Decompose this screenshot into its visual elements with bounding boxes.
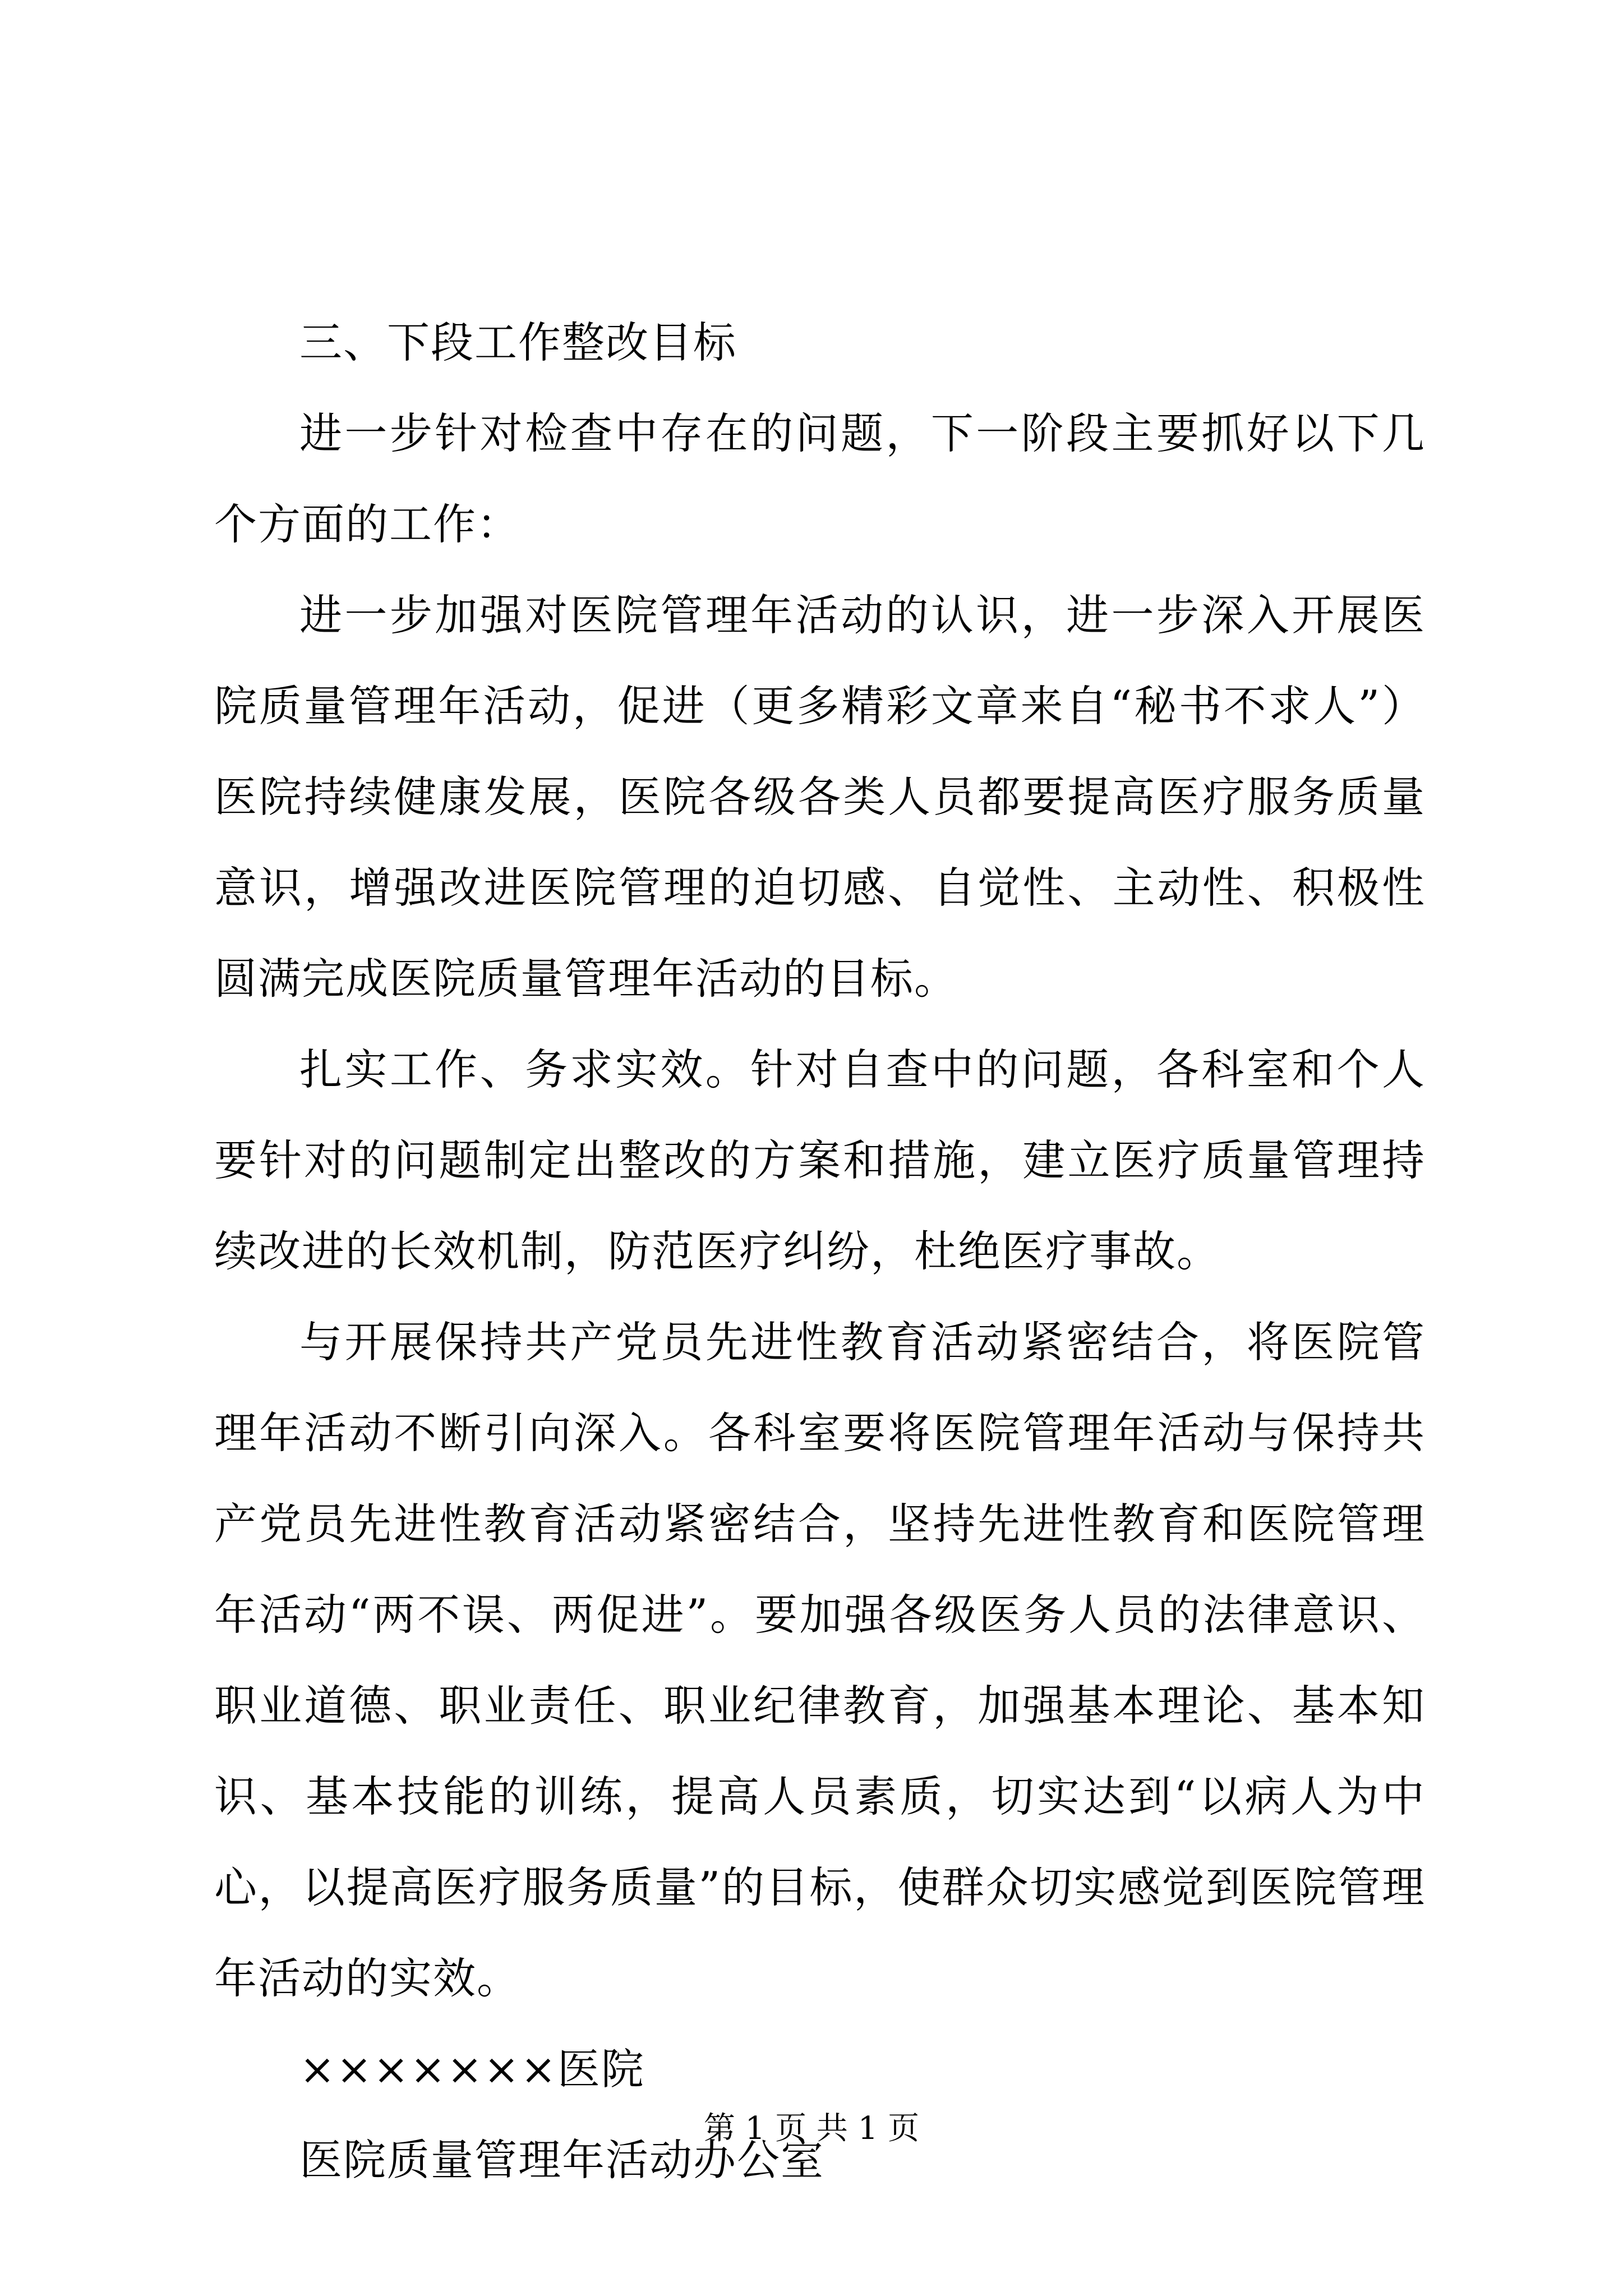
body-paragraph-2: 进一步加强对医院管理年活动的认识，进一步深入开展医院质量管理年活动，促进（更多精彩文章来自“秘书不求人”）医院持续健康发展，医院各级各类人员都要提高医疗服务质量意识，增强改进医院管理的迫切感、自觉性、主动性、积极性圆满完成医院质量管理年活动的目标。 — [214, 590, 1426, 1004]
body-paragraph-3: 扎实工作、务求实效。针对自查中的问题，各科室和个人要针对的问题制定出整改的方案和措施，建立医疗质量管理持续改进的长效机制，防范医疗纠纷，杜绝医疗事故。 — [214, 1045, 1426, 1276]
page-number-footer: 第 1 页 共 1 页 — [703, 2110, 920, 2147]
section-heading: 三、下段工作整改目标 — [299, 318, 737, 367]
document-body — [214, 297, 1426, 2206]
signature-organization: ×××××××医院 — [299, 2044, 645, 2094]
body-paragraph-4: 与开展保持共产党员先进性教育活动紧密结合，将医院管理年活动不断引向深入。各科室要将医院管理年活动与保持共产党员先进性教育活动紧密结合，坚持先进性教育和医院管理年活动“两不误、两促进”。要加强各级医务人员的法律意识、职业道德、职业责任、职业纪律教育，加强基本理论、基本知识、基本技能的训练，提高人员素质，切实达到“以病人为中心，以提高医疗服务质量”的目标，使群众切实感觉到医院管理年活动的实效。 — [214, 1317, 1426, 2003]
signature-office: 医院质量管理年活动办公室 — [299, 2135, 824, 2185]
body-paragraph-1: 进一步针对检查中存在的问题，下一阶段主要抓好以下几个方面的工作： — [214, 408, 1426, 549]
